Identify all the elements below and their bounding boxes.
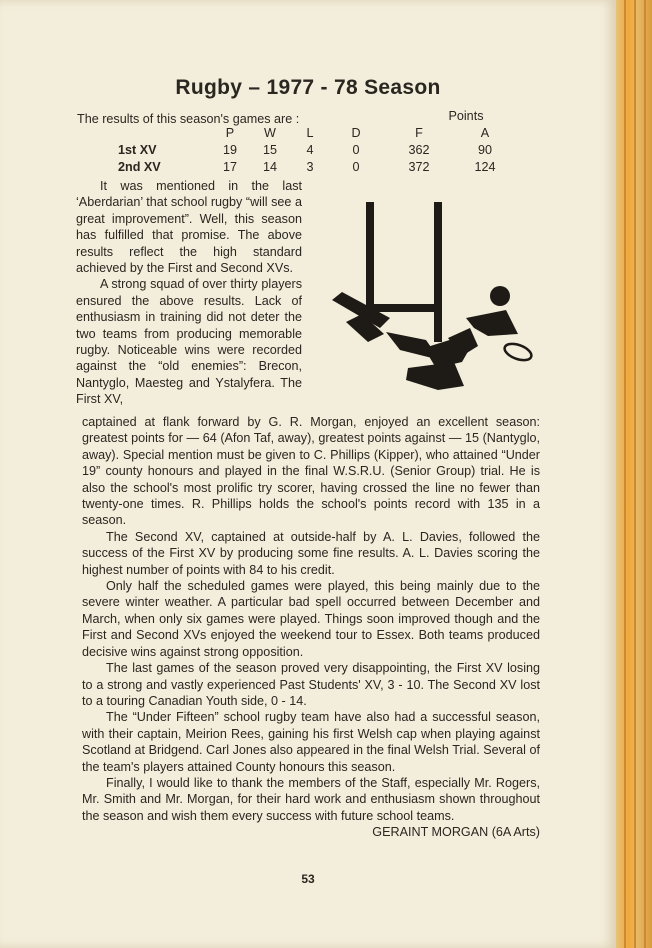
page-edge-line bbox=[624, 0, 626, 948]
played-cell: 19 bbox=[222, 142, 237, 157]
page-number: 53 bbox=[301, 872, 315, 886]
won-cell: 14 bbox=[262, 159, 277, 174]
played-cell: 17 bbox=[222, 159, 237, 174]
player-torso bbox=[466, 310, 518, 336]
paragraph: Only half the scheduled games were played, this being mainly due to the severe winter weather. A particular bad spell occurred between December and March, when only six games were played. Things soon improved though and the First and Second XVs enjoyed the weekend tour to Essex. Both teams produced decisive wins against strong opposition. bbox=[82, 579, 540, 659]
points-for-cell: 372 bbox=[408, 159, 430, 174]
page-edge-line bbox=[634, 0, 636, 948]
results-header-blank bbox=[100, 124, 210, 141]
page-edge-line bbox=[644, 0, 646, 948]
player-head bbox=[490, 286, 510, 306]
paragraph: captained at flank forward by G. R. Morgan, enjoyed an excellent season: greatest points for — 64 (Afon Taf, away), greatest points against — 15 (Nantyglo, away). Special mention must be given to C. Phillips (Kipper), who attained “Under 19” county honours and played in the final W.S.R.U. (Senior Group) trial. He is also the school's most prolific try scorer, having crossed the line no fewer than twenty-one times. R. Phillips holds the school's points record with 135 in a season. bbox=[82, 415, 540, 528]
points-against-cell: 90 bbox=[477, 142, 492, 157]
crossbar bbox=[366, 304, 442, 312]
drawn-cell: 0 bbox=[352, 159, 360, 174]
paragraph: A strong squad of over thirty players ensured the above results. Lack of enthusiasm in training did not deter the two teams from producing memorable rugby. Noticeable wins were recorded against the “old enemies”: Brecon, Nantyglo, Maesteg and Ystalyfera. The First XV, bbox=[76, 277, 302, 407]
points-for-cell: 362 bbox=[408, 142, 430, 157]
points-header bbox=[436, 109, 496, 123]
points-label: Points bbox=[448, 109, 484, 123]
results-row bbox=[100, 158, 514, 175]
player-shorts bbox=[406, 362, 464, 390]
paragraph: The Second XV, captained at outside-half by A. L. Davies, followed the success of the First XV by producing some fine results. A. L. Davies scoring the highest number of points with 84 to his credit. bbox=[82, 529, 540, 577]
col-header: A bbox=[480, 125, 490, 140]
right-goal-post bbox=[434, 202, 442, 342]
col-header: L bbox=[306, 125, 314, 140]
rugby-illustration-ink bbox=[332, 202, 518, 390]
drawn-cell: 0 bbox=[352, 142, 360, 157]
results-header-row bbox=[100, 124, 514, 141]
col-header: W bbox=[264, 125, 276, 140]
col-header: F bbox=[415, 125, 423, 140]
rugby-posts-and-diving-player-icon bbox=[328, 196, 538, 396]
lost-cell: 4 bbox=[306, 142, 314, 157]
col-header: D bbox=[351, 125, 361, 140]
page-edge-strip bbox=[616, 0, 652, 948]
rugby-ball-icon bbox=[502, 341, 533, 364]
left-goal-post bbox=[366, 202, 374, 320]
article-column-wide bbox=[82, 414, 540, 841]
col-header: P bbox=[225, 125, 235, 140]
lost-cell: 3 bbox=[306, 159, 314, 174]
results-intro: The results of this season's games are : bbox=[77, 112, 300, 126]
results-table bbox=[100, 124, 514, 175]
team-name: 1st XV bbox=[118, 142, 157, 157]
paragraph: The last games of the season proved very disappointing, the First XV losing to a strong and vastly experienced Past Students' XV, 3 - 10. The Second XV lost to a touring Canadian Youth side, 0 - 14. bbox=[82, 661, 540, 708]
closing-paragraph: Finally, I would like to thank the members of the Staff, especially Mr. Rogers, Mr. Smith and Mr. Morgan, for their hard work and enthusiasm shown throughout the season and wish them every success with future school teams. bbox=[82, 775, 540, 823]
results-row bbox=[100, 141, 514, 158]
signoff-line bbox=[82, 824, 540, 840]
won-cell: 15 bbox=[262, 142, 277, 157]
team-name: 2nd XV bbox=[118, 159, 161, 174]
points-against-cell: 124 bbox=[474, 159, 496, 174]
paragraph: It was mentioned in the last ‘Aberdarian’ that school rugby “will see a great improvement”. Well, this season has fulfilled that promise. The above results reflect the high standard achieved by the First and Second XVs. bbox=[76, 179, 302, 276]
paragraph: The “Under Fifteen” school rugby team have also had a successful season, with their captain, Meirion Rees, gaining his first Welsh cap when playing against Scotland at Bridgend. Carl Jones also appeared in the final Welsh Trial. Several of the team's players attained County honours this season. bbox=[82, 710, 540, 774]
author-signature: GERAINT MORGAN (6A Arts) bbox=[372, 825, 540, 840]
article-column-narrow bbox=[76, 178, 302, 408]
page-title: Rugby – 1977 - 78 Season bbox=[175, 76, 441, 99]
